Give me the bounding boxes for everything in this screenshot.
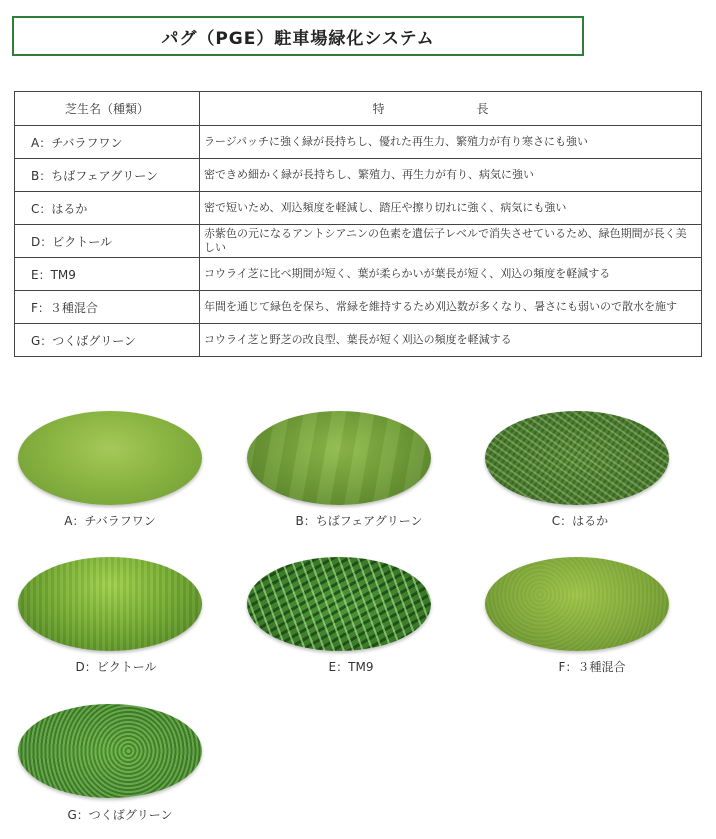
turf-feature: コウライ芝に比べ期間が短く、葉が柔らかいが葉長が短く、刈込の頻度を軽減する bbox=[200, 258, 702, 291]
table-row bbox=[15, 159, 702, 192]
turf-photo-b bbox=[247, 411, 431, 505]
table-row bbox=[15, 126, 702, 159]
turf-name: E：TM9 bbox=[15, 258, 200, 291]
turf-caption-c: C：はるか bbox=[551, 514, 609, 528]
turf-caption-d: D：ビクトール bbox=[75, 660, 157, 674]
turf-feature: 密できめ細かく緑が長持ちし、繁殖力、再生力が有り、病気に強い bbox=[200, 159, 702, 192]
turf-name: B：ちばフェアグリーン bbox=[15, 159, 200, 192]
table-row bbox=[15, 291, 702, 324]
table-row bbox=[15, 258, 702, 291]
col-header-name: 芝生名（種類） bbox=[15, 92, 200, 126]
turf-name: C：はるか bbox=[15, 192, 200, 225]
turf-name: G：つくばグリーン bbox=[15, 324, 200, 357]
turf-name: D：ビクトール bbox=[15, 225, 200, 258]
turf-caption-b: B：ちばフェアグリーン bbox=[295, 514, 423, 528]
turf-caption-g: G：つくばグリーン bbox=[67, 808, 173, 822]
turf-feature: ラージパッチに強く緑が長持ちし、優れた再生力、繁殖力が有り寒さにも強い bbox=[200, 126, 702, 159]
table-row bbox=[15, 324, 702, 357]
turf-feature: 年間を通じて緑色を保ち、常緑を維持するため刈込数が多くなり、暑さにも弱いので散水を施す bbox=[200, 291, 702, 324]
col-header-feature-label: 特 長 bbox=[372, 102, 529, 116]
turf-photo-a bbox=[18, 411, 202, 505]
turf-caption-e: E：TM9 bbox=[328, 660, 374, 674]
turf-feature: コウライ芝と野芝の改良型、葉長が短く刈込の頻度を軽減する bbox=[200, 324, 702, 357]
turf-photo-g bbox=[18, 704, 202, 798]
turf-photo-c bbox=[485, 411, 669, 505]
turf-spec-table bbox=[14, 91, 702, 357]
turf-name: F：３種混合 bbox=[15, 291, 200, 324]
turf-photo-e bbox=[247, 557, 431, 651]
turf-photo-d bbox=[18, 557, 202, 651]
table-row bbox=[15, 225, 702, 258]
turf-feature: 密で短いため、刈込頻度を軽減し、踏圧や擦り切れに強く、病気にも強い bbox=[200, 192, 702, 225]
table-header-row bbox=[15, 92, 702, 126]
turf-feature: 赤紫色の元になるアントシアニンの色素を遺伝子レベルで消失させているため、緑色期間が長く美しい bbox=[200, 225, 702, 258]
page-title: パグ（PGE）駐車場緑化システム bbox=[12, 16, 584, 56]
table-row bbox=[15, 192, 702, 225]
col-header-feature bbox=[200, 92, 702, 126]
turf-name: A：チバラフワン bbox=[15, 126, 200, 159]
turf-caption-a: A：チバラフワン bbox=[64, 514, 156, 528]
turf-caption-f: F：３種混合 bbox=[558, 660, 626, 674]
turf-photo-f bbox=[485, 557, 669, 651]
